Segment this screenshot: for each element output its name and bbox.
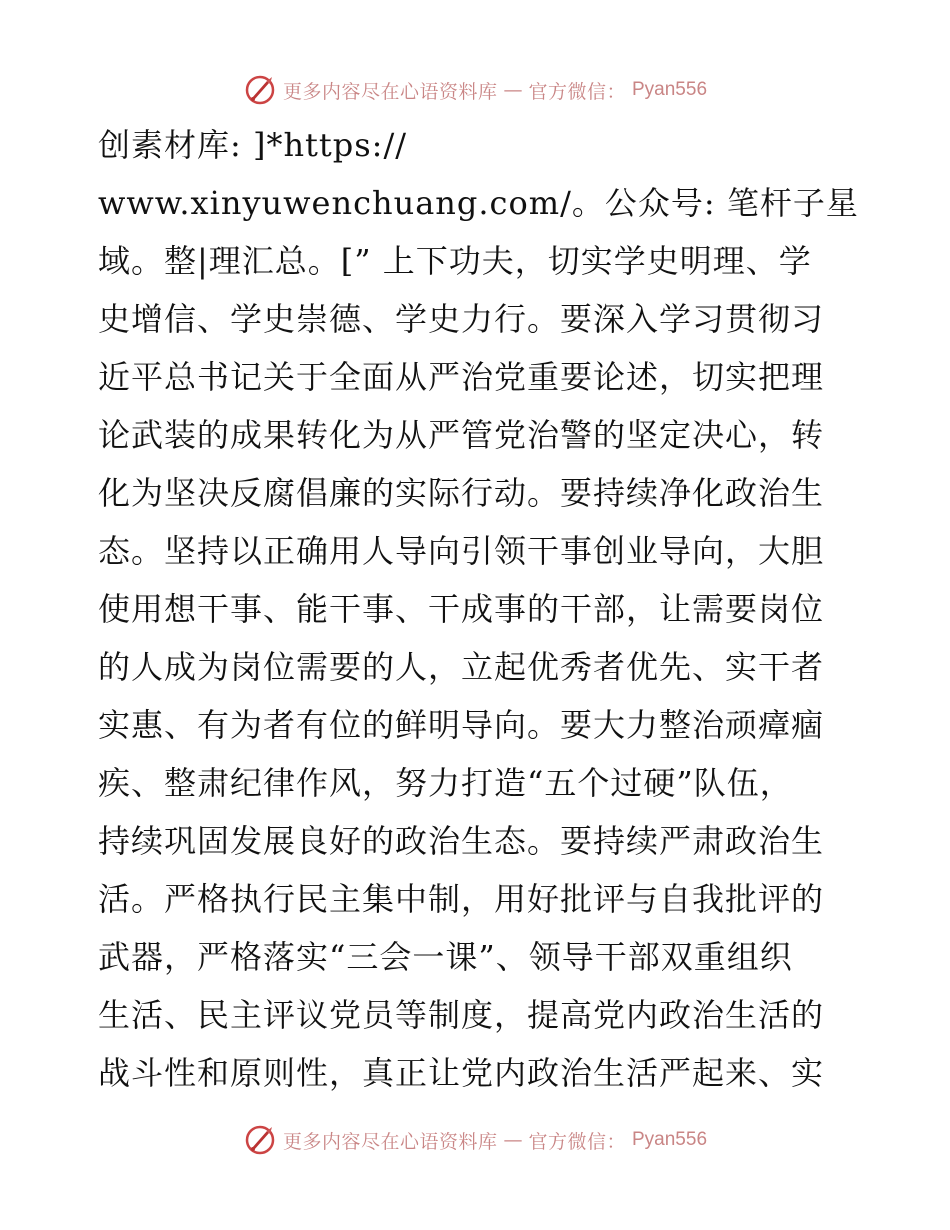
body-line: 论武装的成果转化为从严管党治警的坚定决心，转 [98,416,825,454]
body-line: 武器，严格落实“三会一课”、领导干部双重组织 [98,938,793,976]
banner-text: 更多内容尽在心语资料库 [282,1130,498,1153]
banner-wechat-handle: Pyan556 [632,79,708,100]
quill-pen-logo-icon [243,1123,277,1157]
banner-official-label: 官方微信： [528,1130,626,1153]
footer-banner [0,1120,950,1160]
header-banner [0,70,950,110]
body-line: 的人成为岗位需要的人，立起优秀者优先、实干者 [98,648,825,686]
body-line: 域。整|理汇总。[” 上下功夫，切实学史明理、学 [98,242,812,280]
body-line: 实惠、有为者有位的鲜明导向。要大力整治顽瘴痼 [98,706,825,744]
body-line: 战斗性和原则性，真正让党内政治生活严起来、实 [98,1054,825,1092]
body-line: www.xinyuwenchuang.com/。公众号: 笔杆子星 [98,184,859,222]
body-line: 持续巩固发展良好的政治生态。要持续严肃政治生 [98,822,825,860]
quill-pen-logo-icon [243,73,277,107]
body-line: 化为坚决反腐倡廉的实际行动。要持续净化政治生 [98,474,825,512]
body-line: 近平总书记关于全面从严治党重要论述，切实把理 [98,358,825,396]
banner-official-label: 官方微信： [528,80,626,103]
body-line: 生活、民主评议党员等制度，提高党内政治生活的 [98,996,825,1034]
banner-wechat-handle: Pyan556 [632,1129,708,1150]
banner-text: 更多内容尽在心语资料库 [282,80,498,103]
banner-separator: — [503,79,523,101]
body-line: 活。严格执行民主集中制，用好批评与自我批评的 [98,880,825,918]
body-line: 疾、整肃纪律作风，努力打造“五个过硬”队伍， [98,764,793,802]
document-body [98,116,858,1102]
body-line: 创素材库: ]*https:// [98,126,408,164]
body-line: 态。坚持以正确用人导向引领干事创业导向，大胆 [98,532,825,570]
body-line: 使用想干事、能干事、干成事的干部，让需要岗位 [98,590,825,628]
banner-separator: — [503,1129,523,1151]
body-line: 史增信、学史崇德、学史力行。要深入学习贯彻习 [98,300,825,338]
